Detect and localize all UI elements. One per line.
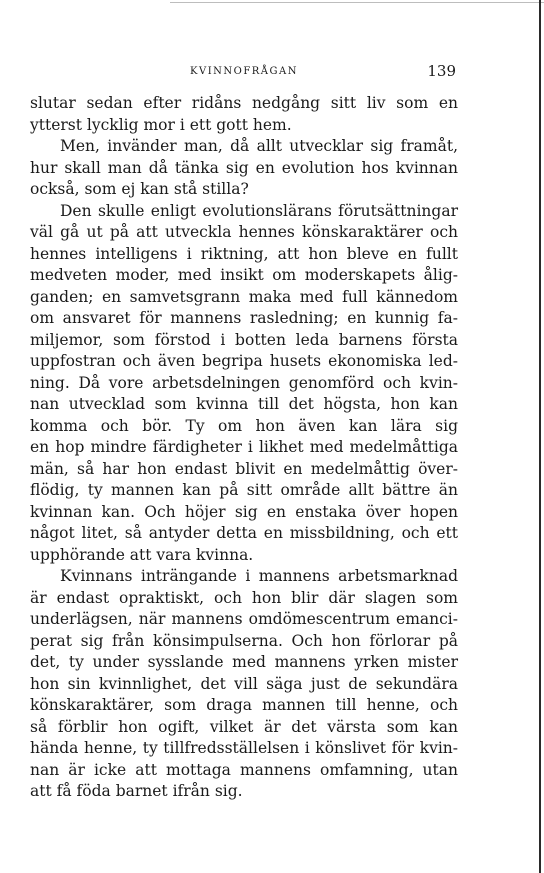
text-line: också, som ej kan stå stilla? [30, 180, 249, 198]
text-line: komma och bör. Ty om hon även kan lära sig [30, 416, 458, 435]
text-line: att få föda barnet ifrån sig. [30, 782, 243, 800]
text-line: Kvinnans inträngande i mannens arbetsmarknad [60, 567, 458, 585]
text-line: upphörande att vara kvinna. [30, 545, 254, 564]
body-text [30, 93, 458, 803]
text-line: nan utvecklad som kvinna till det högsta, hon kan [30, 395, 458, 413]
page-header [30, 62, 458, 82]
text-line: något litet, så antyder detta en missbildning, och ett [30, 524, 458, 542]
running-title: KVINNOFRÅGAN [190, 66, 298, 77]
page-right-edge [539, 0, 541, 873]
text-line: slutar sedan efter ridåns nedgång sitt liv som en [30, 94, 458, 112]
text-line: det, ty under sysslande med mannens yrken mister [30, 653, 458, 671]
text-line: miljemor, som förstod i botten leda barnens första [30, 330, 458, 349]
text-line: är endast opraktiskt, och hon blir där slagen som [30, 588, 458, 607]
text-line: nan är icke att mottaga mannens omfamning, utan [30, 760, 458, 779]
text-line: hon sin kvinnlighet, det vill säga just de sekundära [30, 674, 458, 693]
text-line: underlägsen, när mannens omdömescentrum emanci- [30, 610, 458, 628]
page-top-edge [170, 2, 544, 3]
text-line: så förblir hon ogift, vilket är det värsta som kan [30, 717, 458, 736]
text-line: kvinnan kan. Och höjer sig en enstaka över hopen [30, 502, 458, 521]
text-line: ganden; en samvetsgrann maka med full kännedom [30, 287, 458, 306]
text-line: om ansvaret för mannens rasledning; en kunnig fa- [30, 309, 458, 327]
text-line: hur skall man då tänka sig en evolution hos kvinnan [30, 158, 458, 177]
text-line: hända henne, ty tillfredsställelsen i könslivet för kvin- [30, 739, 458, 757]
text-line: flödig, ty mannen kan på sitt område allt bättre än [30, 481, 458, 499]
text-line: Den skulle enligt evolutionslärans förutsättningar [60, 201, 458, 220]
text-line: ytterst lycklig mor i ett gott hem. [30, 115, 292, 134]
page-number: 139 [427, 62, 456, 80]
text-line: Men, invänder man, då allt utvecklar sig framåt, [60, 137, 458, 155]
text-line: män, så har hon endast blivit en medelmåttig över- [30, 459, 458, 478]
text-line: ning. Då vore arbetsdelningen genomförd och kvin- [30, 373, 458, 392]
text-line: könskaraktärer, som draga mannen till henne, och [30, 696, 458, 714]
text-line: väl gå ut på att utveckla hennes könskaraktärer och [30, 223, 458, 241]
text-line: uppfostran och även begripa husets ekonomiska led- [30, 352, 458, 370]
text-line: en hop mindre färdigheter i likhet med medelmåttiga [30, 438, 458, 456]
text-line: medveten moder, med insikt om moderskapets ålig- [30, 266, 458, 284]
text-line: perat sig från könsimpulserna. Och hon förlorar på [30, 631, 458, 650]
text-line: hennes intelligens i riktning, att hon bleve en fullt [30, 244, 458, 263]
